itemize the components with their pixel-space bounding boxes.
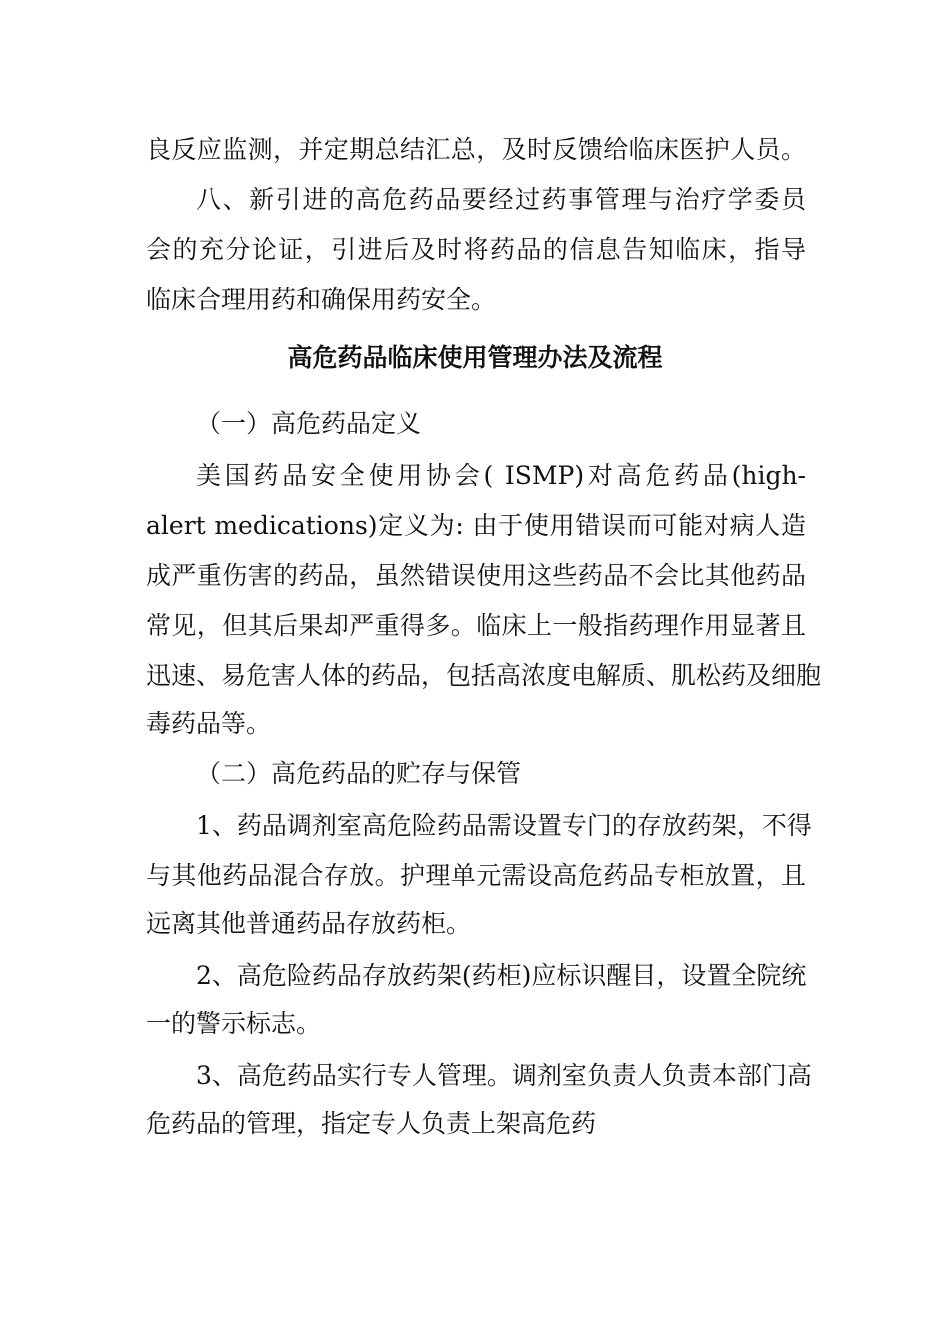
paragraph-line: 八、新引进的高危药品要经过药事管理与治疗学委员 (196, 185, 806, 214)
definition-line: 毒药品等。 (146, 709, 272, 738)
section-title: 高危药品临床使用管理办法及流程 (287, 343, 663, 372)
list-item-line: 2、高危险药品存放药架(药柜)应标识醒目，设置全院统 (196, 961, 807, 990)
list-item-line: 1、药品调剂室高危险药品需设置专门的存放药架，不得 (196, 811, 812, 840)
list-item-line: 远离其他普通药品存放药柜。 (146, 909, 472, 938)
list-item-line: 3、高危药品实行专人管理。调剂室负责人负责本部门高 (196, 1061, 812, 1090)
definition-line: 美国药品安全使用协会( ISMP)对高危药品(high- (196, 461, 806, 490)
definition-line: 成严重伤害的药品，虽然错误使用这些药品不会比其他药品 (146, 561, 806, 590)
paragraph-line: 良反应监测，并定期总结汇总，及时反馈给临床医护人员。 (146, 135, 806, 164)
subsection-heading: （一）高危药品定义 (196, 409, 422, 438)
paragraph-line: 临床合理用药和确保用药安全。 (146, 285, 497, 314)
definition-line: alert medications)定义为: 由于使用错误而可能对病人造 (146, 511, 806, 540)
definition-line: 迅速、易危害人体的药品，包括高浓度电解质、肌松药及细胞 (146, 661, 822, 690)
definition-line: 常见，但其后果却严重得多。临床上一般指药理作用显著且 (146, 611, 806, 640)
list-item-line: 与其他药品混合存放。护理单元需设高危药品专柜放置，且 (146, 861, 806, 890)
list-item-line: 危药品的管理，指定专人负责上架高危药 (146, 1109, 597, 1138)
subsection-heading: （二）高危药品的贮存与保管 (196, 759, 522, 788)
paragraph-line: 会的充分论证，引进后及时将药品的信息告知临床，指导 (146, 235, 806, 264)
list-item-line: 一的警示标志。 (146, 1009, 322, 1038)
